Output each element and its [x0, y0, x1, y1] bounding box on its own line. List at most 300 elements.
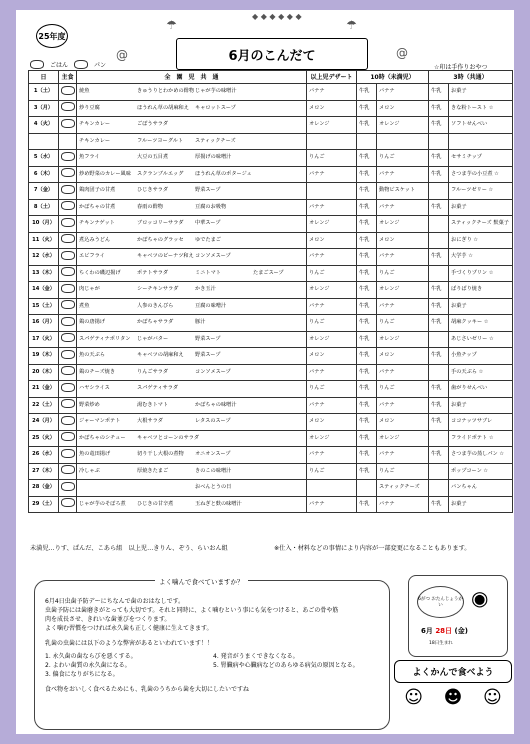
- rice-icon: [61, 218, 75, 227]
- ten-snack: バナナ: [377, 496, 429, 513]
- main-dishes: [77, 364, 307, 381]
- day-cell: 19（木）: [29, 348, 59, 365]
- three-snack: きな粉トースト ☆: [449, 100, 513, 117]
- dish-item: チキンカレー: [79, 137, 111, 144]
- ten-snack: バナナ: [377, 199, 429, 216]
- three-snack: お菓子: [449, 298, 513, 315]
- three-drink: 牛乳: [429, 397, 449, 414]
- main-dishes: [77, 447, 307, 464]
- article-p4: よく噛む習慣をつければ永久歯も正しく健康に生えてきます。: [45, 625, 213, 632]
- dish-item: 炒り豆腐: [79, 104, 100, 111]
- article-li1: 1. 永久歯の歯ならびを悪くする。: [45, 653, 137, 660]
- main-dishes: [77, 216, 307, 233]
- dish-item: 野菜スープ: [195, 352, 221, 359]
- staple-icon: [59, 265, 77, 282]
- rice-icon: [61, 399, 75, 408]
- rice-icon: [30, 60, 44, 69]
- staple-icon: [59, 84, 77, 101]
- day-cell: 27（木）: [29, 463, 59, 480]
- change-note: ※仕入・材料などの事情により内容が一部変更になることもあります。: [274, 545, 471, 552]
- dish-item: キャベツのピーナツ和え: [137, 253, 194, 260]
- animal-icon: ☺: [482, 687, 502, 708]
- dessert-cell: りんご: [307, 315, 357, 332]
- dish-item: 湯むきトマト: [137, 401, 169, 408]
- three-drink: [429, 480, 449, 497]
- ten-drink: [357, 480, 377, 497]
- main-dishes: [77, 183, 307, 200]
- staple-icon: [59, 298, 77, 315]
- day-cell: 22（土）: [29, 397, 59, 414]
- dessert-cell: バナナ: [307, 166, 357, 183]
- three-snack: フライドポテト ☆: [449, 430, 513, 447]
- rice-icon: [61, 482, 75, 491]
- dish-item: じゃがバター: [137, 335, 169, 342]
- three-drink: 牛乳: [429, 348, 449, 365]
- ten-drink: 牛乳: [357, 315, 377, 332]
- legend-bread: パン: [94, 62, 107, 69]
- three-snack: 胡麻クッキー ☆: [449, 315, 513, 332]
- chick-icon: ◉: [471, 586, 489, 610]
- three-drink: [429, 265, 449, 282]
- day-cell: 17（火）: [29, 331, 59, 348]
- article-p1: 6月4日虫歯予防デーにちなんで歯のおはなしです。: [45, 598, 185, 605]
- staple-icon: [59, 381, 77, 398]
- three-drink: 牛乳: [429, 315, 449, 332]
- dish-item: ちくわの磯辺揚げ: [79, 269, 121, 276]
- table-row: [29, 298, 513, 315]
- three-snack: ソフトせんべい: [449, 117, 513, 134]
- dessert-cell: バナナ: [307, 447, 357, 464]
- dessert-cell: オレンジ: [307, 216, 357, 233]
- staple-icon: [59, 216, 77, 233]
- dish-item: 野菜炒め: [79, 401, 100, 408]
- day-cell: 29（土）: [29, 496, 59, 513]
- dish-item: ほうれん草のポタージュ: [195, 170, 252, 177]
- dish-item: かぼちゃサラダ: [137, 319, 174, 326]
- main-dishes: [77, 232, 307, 249]
- rice-icon: [61, 300, 75, 309]
- ten-snack: りんご: [377, 150, 429, 167]
- rice-icon: [61, 185, 75, 194]
- staple-icon: [59, 463, 77, 480]
- dish-item: 煮魚: [79, 302, 90, 309]
- col-staple: 主食: [59, 71, 77, 84]
- ten-drink: 牛乳: [357, 216, 377, 233]
- ten-snack: オレンジ: [377, 216, 429, 233]
- ten-snack: メロン: [377, 100, 429, 117]
- day-cell: [29, 133, 59, 150]
- staple-icon: [59, 282, 77, 299]
- ten-drink: 牛乳: [357, 282, 377, 299]
- article-p2: 虫歯予防には歯磨きがとっても大切です。それと同時に、よく噛むという事にも気をつけると、あごの骨や筋: [45, 607, 339, 614]
- dish-item: たまごスープ: [253, 269, 284, 276]
- ten-snack: オレンジ: [377, 282, 429, 299]
- ten-drink: [357, 133, 377, 150]
- rice-icon: [61, 449, 75, 458]
- dessert-cell: バナナ: [307, 298, 357, 315]
- ten-drink: 牛乳: [357, 100, 377, 117]
- day-cell: 13（木）: [29, 265, 59, 282]
- dessert-cell: [307, 133, 357, 150]
- staple-icon: [59, 331, 77, 348]
- bread-icon: [74, 60, 88, 69]
- table-row: [29, 463, 513, 480]
- table-row: [29, 397, 513, 414]
- three-drink: 牛乳: [429, 117, 449, 134]
- dish-item: ごぼうサラダ: [137, 121, 169, 128]
- dish-item: スティックチーズ: [195, 137, 236, 144]
- main-dishes: [77, 414, 307, 431]
- ten-drink: 牛乳: [357, 166, 377, 183]
- menu-table: [28, 70, 513, 513]
- dish-item: 鶏の唐揚げ: [79, 319, 105, 326]
- menu-sheet: [16, 10, 514, 734]
- dessert-cell: バナナ: [307, 397, 357, 414]
- three-snack: さつま芋の蒸しパン ☆: [449, 447, 513, 464]
- col-dessert: 以上児デザート: [307, 71, 357, 84]
- three-snack: 歯がりせんべい: [449, 381, 513, 398]
- main-dishes: [77, 480, 307, 497]
- table-row: [29, 331, 513, 348]
- dish-item: 切り干し大根の煮物: [137, 451, 184, 458]
- three-drink: 牛乳: [429, 298, 449, 315]
- dish-item: 炒め野菜のカレー風味: [79, 170, 131, 177]
- table-row: [29, 100, 513, 117]
- handmade-note: ☆印は手作りおやつ: [434, 64, 488, 71]
- rice-icon: [61, 465, 75, 474]
- ten-snack: バナナ: [377, 84, 429, 101]
- ten-drink: 牛乳: [357, 496, 377, 513]
- ten-snack: 動物ビスケット: [377, 183, 429, 200]
- staple-icon: [59, 496, 77, 513]
- animal-icons: [394, 687, 512, 708]
- ten-snack: スティックチーズ: [377, 480, 429, 497]
- three-snack: お菓子: [449, 397, 513, 414]
- umbrella-icon: ☂: [346, 18, 357, 32]
- ten-snack: オレンジ: [377, 331, 429, 348]
- dessert-cell: りんご: [307, 381, 357, 398]
- staple-icon: [59, 133, 77, 150]
- ten-snack: メロン: [377, 414, 429, 431]
- dish-item: ポテトサラダ: [137, 269, 169, 276]
- day-cell: 28（金）: [29, 480, 59, 497]
- day-cell: 11（火）: [29, 232, 59, 249]
- dish-item: おべんとうの日: [195, 484, 232, 491]
- three-snack: ぱりぱり焼き: [449, 282, 513, 299]
- ten-drink: 牛乳: [357, 348, 377, 365]
- rice-icon: [61, 350, 75, 359]
- ten-drink: 牛乳: [357, 414, 377, 431]
- three-drink: [429, 463, 449, 480]
- ten-snack: バナナ: [377, 397, 429, 414]
- staple-icon: [59, 480, 77, 497]
- three-drink: 牛乳: [429, 84, 449, 101]
- table-row: [29, 199, 513, 216]
- ten-drink: 牛乳: [357, 265, 377, 282]
- main-dishes: [77, 331, 307, 348]
- dessert-cell: バナナ: [307, 249, 357, 266]
- dish-item: 中華スープ: [195, 220, 221, 227]
- rice-icon: [61, 234, 75, 243]
- dish-item: キャロットスープ: [195, 104, 236, 111]
- table-row: [29, 84, 513, 101]
- dessert-cell: メロン: [307, 100, 357, 117]
- three-snack: セサミチップ: [449, 150, 513, 167]
- dish-item: ほうれん草の胡麻和え: [137, 104, 189, 111]
- dish-item: ひじきサラダ: [137, 187, 169, 194]
- three-snack: ココナッツサブレ: [449, 414, 513, 431]
- dessert-cell: [307, 480, 357, 497]
- col-main: 全 園 児 共 通: [77, 71, 307, 84]
- main-dishes: [77, 100, 307, 117]
- table-row: [29, 496, 513, 513]
- ten-drink: 牛乳: [357, 331, 377, 348]
- three-drink: 牛乳: [429, 249, 449, 266]
- table-row: [29, 265, 513, 282]
- rice-icon: [61, 416, 75, 425]
- article-heading: よく噛んで食べていますか？: [155, 577, 248, 586]
- rice-icon: [61, 284, 75, 293]
- three-snack: お菓子: [449, 84, 513, 101]
- rice-icon: [61, 432, 75, 441]
- dish-item: ハヤシライス: [79, 385, 110, 392]
- three-drink: [429, 430, 449, 447]
- three-drink: 牛乳: [429, 150, 449, 167]
- dish-item: かぼちゃの味噌汁: [195, 401, 237, 408]
- table-row: [29, 480, 513, 497]
- three-drink: 牛乳: [429, 496, 449, 513]
- dish-item: 野菜スープ: [195, 335, 221, 342]
- staple-icon: [59, 414, 77, 431]
- dessert-cell: バナナ: [307, 496, 357, 513]
- dish-item: りんごサラダ: [137, 368, 169, 375]
- day-cell: 7（金）: [29, 183, 59, 200]
- table-row: [29, 166, 513, 183]
- ten-snack: バナナ: [377, 166, 429, 183]
- staple-icon: [59, 232, 77, 249]
- three-snack: 手づくりプリン ☆: [449, 265, 513, 282]
- day-cell: 15（土）: [29, 298, 59, 315]
- dessert-cell: オレンジ: [307, 282, 357, 299]
- ten-drink: 牛乳: [357, 430, 377, 447]
- staple-icon: [59, 117, 77, 134]
- ten-snack: オレンジ: [377, 430, 429, 447]
- dish-item: 豚汁: [195, 319, 206, 326]
- three-snack: さつま芋の小豆煮 ☆: [449, 166, 513, 183]
- table-row: [29, 216, 513, 233]
- ten-drink: 牛乳: [357, 447, 377, 464]
- staple-icon: [59, 348, 77, 365]
- three-drink: 牛乳: [429, 381, 449, 398]
- staple-icon: [59, 430, 77, 447]
- day-cell: 1（土）: [29, 84, 59, 101]
- table-row: [29, 364, 513, 381]
- dish-item: キャベツの胡麻和え: [137, 352, 184, 359]
- table-row: [29, 348, 513, 365]
- ten-drink: 牛乳: [357, 183, 377, 200]
- rice-icon: [61, 333, 75, 342]
- main-dishes: [77, 348, 307, 365]
- ten-snack: りんご: [377, 463, 429, 480]
- dish-item: 魚フライ: [79, 154, 100, 161]
- three-snack: ポップコーン ☆: [449, 463, 513, 480]
- dish-item: チキンナゲット: [79, 220, 115, 227]
- raindrop-icon: ◆ ◆ ◆ ◆ ◆ ◆: [252, 12, 302, 21]
- ten-drink: 牛乳: [357, 397, 377, 414]
- staple-icon: [59, 397, 77, 414]
- article-box: [34, 580, 390, 730]
- legend: [30, 60, 106, 69]
- day-cell: 12（水）: [29, 249, 59, 266]
- ten-snack: バナナ: [377, 298, 429, 315]
- three-snack: あじさいゼリー ☆: [449, 331, 513, 348]
- three-snack: スティックチーズ 麩菓子: [449, 216, 513, 233]
- three-drink: [429, 216, 449, 233]
- table-row: [29, 282, 513, 299]
- day-cell: 5（水）: [29, 150, 59, 167]
- three-drink: [429, 133, 449, 150]
- day-cell: 20（木）: [29, 364, 59, 381]
- three-drink: 牛乳: [429, 199, 449, 216]
- dish-item: コンソメスープ: [195, 253, 231, 260]
- animal-icon: ☻: [443, 687, 463, 708]
- umbrella-icon: ☂: [166, 18, 177, 32]
- three-snack: 小魚チップ: [449, 348, 513, 365]
- staple-icon: [59, 100, 77, 117]
- dish-item: 豆腐の味噌汁: [195, 302, 227, 309]
- three-drink: 牛乳: [429, 447, 449, 464]
- main-dishes: [77, 117, 307, 134]
- table-row: [29, 430, 513, 447]
- day-cell: 3（月）: [29, 100, 59, 117]
- day-cell: 16（月）: [29, 315, 59, 332]
- main-dishes: [77, 133, 307, 150]
- table-row: [29, 315, 513, 332]
- rice-icon: [61, 152, 75, 161]
- dish-item: 野菜スープ: [195, 187, 221, 194]
- table-row: [29, 117, 513, 134]
- ten-snack: メロン: [377, 232, 429, 249]
- main-dishes: [77, 199, 307, 216]
- table-row: [29, 381, 513, 398]
- ten-drink: 牛乳: [357, 199, 377, 216]
- dish-item: 春雨の酢物: [137, 203, 163, 210]
- dish-item: ジャーマンポテト: [79, 418, 121, 425]
- day-cell: 25（火）: [29, 430, 59, 447]
- rice-icon: [61, 498, 75, 507]
- article-li5: 5. 腎臓病や心臓病などのあらゆる病気の原因となる。: [213, 662, 359, 669]
- dessert-cell: りんご: [307, 463, 357, 480]
- main-dishes: [77, 84, 307, 101]
- table-row: [29, 183, 513, 200]
- dish-item: 肉じゃが: [79, 286, 100, 293]
- banner-text: よくかんで食べよう: [394, 660, 512, 683]
- ten-snack: メロン: [377, 348, 429, 365]
- ten-drink: 牛乳: [357, 249, 377, 266]
- staple-icon: [59, 183, 77, 200]
- dish-item: 厚焼きたまご: [137, 467, 169, 474]
- dish-item: 厚揚げの味噌汁: [195, 154, 232, 161]
- staple-icon: [59, 315, 77, 332]
- article-li4: 4. 発音がうまくできなくなる。: [213, 653, 299, 660]
- dish-item: スパゲティサラダ: [137, 385, 179, 392]
- dish-item: じゃが芋の味噌汁: [195, 88, 237, 95]
- dish-item: スパゲティナポリタン: [79, 335, 131, 342]
- ten-drink: 牛乳: [357, 381, 377, 398]
- main-dishes: [77, 381, 307, 398]
- rice-icon: [61, 366, 75, 375]
- three-drink: 牛乳: [429, 282, 449, 299]
- dish-item: ミニトマト: [195, 269, 221, 276]
- dish-item: 魚の竜田揚げ: [79, 451, 111, 458]
- animal-icon: ☺: [404, 687, 424, 708]
- dish-item: かぼちゃの甘煮: [79, 203, 116, 210]
- day-cell: 26（水）: [29, 447, 59, 464]
- ten-drink: 牛乳: [357, 463, 377, 480]
- rice-icon: [61, 86, 75, 95]
- table-row: [29, 447, 513, 464]
- article-p3: 肉を成長させ、きれいな歯並びをつくります。: [45, 616, 171, 623]
- dessert-cell: バナナ: [307, 199, 357, 216]
- dish-item: チキンカレー: [79, 121, 111, 128]
- ten-snack: りんご: [377, 265, 429, 282]
- table-row: [29, 249, 513, 266]
- snail-icon: @: [396, 46, 408, 60]
- dessert-cell: オレンジ: [307, 117, 357, 134]
- three-drink: [429, 232, 449, 249]
- col-three: 3時（共通）: [429, 71, 513, 84]
- dish-item: 大豆の五目煮: [137, 154, 169, 161]
- ten-snack: オレンジ: [377, 117, 429, 134]
- dish-item: ゆでたまご: [195, 236, 221, 243]
- ten-drink: 牛乳: [357, 84, 377, 101]
- day-cell: 6（木）: [29, 166, 59, 183]
- dish-item: 煮込みうどん: [79, 236, 111, 243]
- dish-item: 大根サラダ: [137, 418, 163, 425]
- dessert-cell: りんご: [307, 150, 357, 167]
- three-drink: 牛乳: [429, 414, 449, 431]
- three-drink: 牛乳: [429, 100, 449, 117]
- day-cell: 8（土）: [29, 199, 59, 216]
- three-drink: 牛乳: [429, 166, 449, 183]
- dish-item: かぼちゃのシチュー: [79, 434, 126, 441]
- rice-icon: [61, 119, 75, 128]
- staple-icon: [59, 166, 77, 183]
- ten-snack: バナナ: [377, 249, 429, 266]
- dish-item: ひじきの甘辛煮: [137, 500, 174, 507]
- class-note: 未満児…りす、ぱんだ、こあら組 以上児…きりん、ぞう、らいおん組: [30, 545, 228, 552]
- article-body: [45, 597, 383, 694]
- day-cell: 21（金）: [29, 381, 59, 398]
- col-ten: 10時（未満児）: [357, 71, 429, 84]
- dessert-cell: メロン: [307, 232, 357, 249]
- legend-rice: ごはん: [50, 62, 69, 69]
- day-cell: 4（火）: [29, 117, 59, 134]
- ten-drink: 牛乳: [357, 117, 377, 134]
- dish-item: 冷しゃぶ: [79, 467, 100, 474]
- birthday-bubble: 6がつ おたんじょうかい: [417, 586, 464, 618]
- chew-banner: [394, 660, 512, 732]
- three-snack: お菓子: [449, 199, 513, 216]
- ten-snack: りんご: [377, 315, 429, 332]
- day-cell: 24（月）: [29, 414, 59, 431]
- staple-icon: [59, 249, 77, 266]
- dish-item: フルーツヨーグルト: [137, 137, 184, 144]
- dessert-cell: バナナ: [307, 364, 357, 381]
- dish-item: 焼魚: [79, 88, 90, 95]
- three-snack: おにぎり ☆: [449, 232, 513, 249]
- rice-icon: [61, 251, 75, 260]
